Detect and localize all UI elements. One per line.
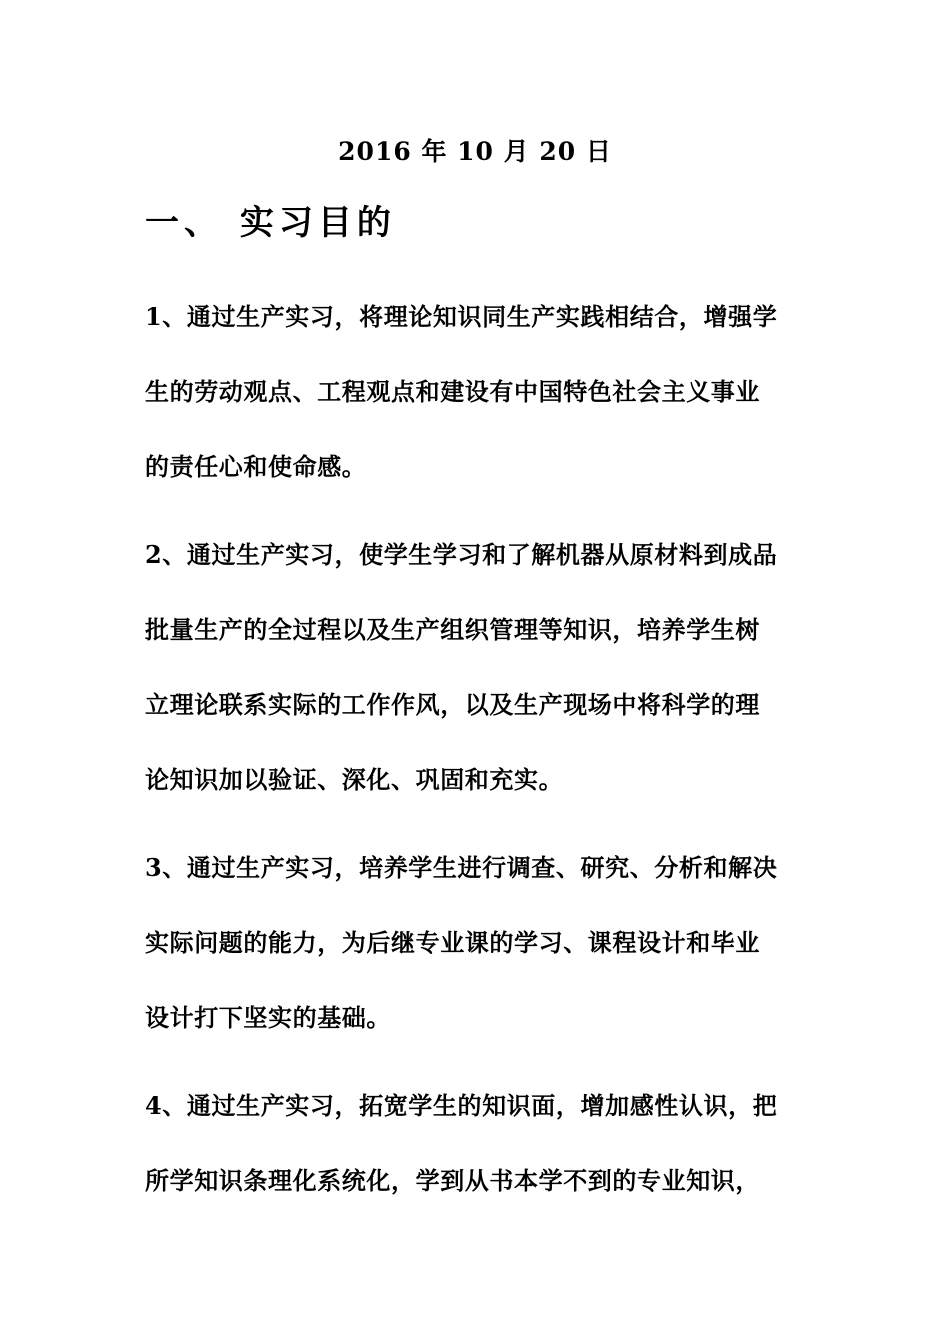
paragraph-line: 实际问题的能力，为后继专业课的学习、课程设计和毕业 <box>145 928 760 957</box>
paragraph-line: 生的劳动观点、工程观点和建设有中国特色社会主义事业 <box>145 377 760 406</box>
paragraph-line: 论知识加以验证、深化、巩固和充实。 <box>145 765 564 794</box>
paragraph-line: 1、通过生产实习，将理论知识同生产实践相结合，增强学 <box>145 302 778 331</box>
document-date: 2016 年 10 月 20 日 <box>338 137 612 166</box>
paragraph-line: 批量生产的全过程以及生产组织管理等知识，培养学生树 <box>145 615 760 644</box>
section-heading: 一、 实习目的 <box>145 203 396 243</box>
paragraph-line: 4、通过生产实习，拓宽学生的知识面，增加感性认识，把 <box>145 1091 778 1120</box>
paragraph-line: 3、通过生产实习，培养学生进行调查、研究、分析和解决 <box>145 853 778 882</box>
paragraph-line: 设计打下坚实的基础。 <box>145 1003 391 1032</box>
paragraph-line: 2、通过生产实习，使学生学习和了解机器从原材料到成品 <box>145 540 778 569</box>
paragraph-line: 所学知识条理化系统化，学到从书本学不到的专业知识， <box>145 1166 760 1195</box>
paragraph-line: 立理论联系实际的工作作风，以及生产现场中将科学的理 <box>145 690 760 719</box>
paragraph-line: 的责任心和使命感。 <box>145 452 367 481</box>
